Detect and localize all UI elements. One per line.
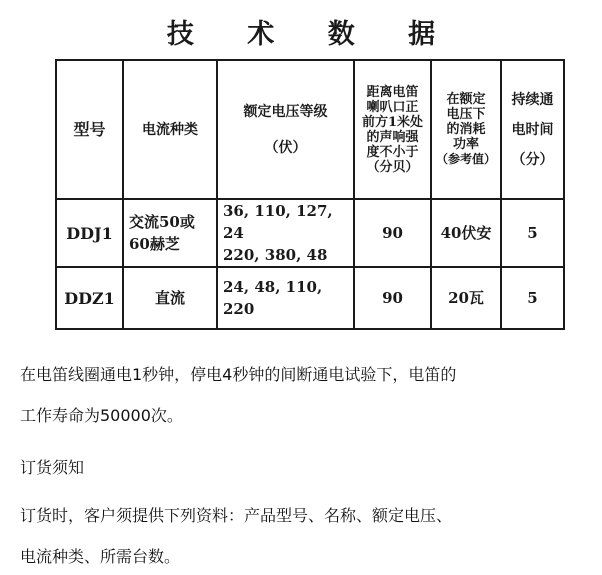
header-rated-voltage-line: （伏）: [264, 139, 307, 156]
order-notice-heading: 订货须知: [20, 458, 85, 477]
cell-power: 40伏安: [431, 199, 501, 267]
table-row: [56, 199, 564, 267]
header-sound-line: 度不小于: [366, 144, 419, 160]
paragraph-lifetime-line-2: 工作寿命为50000次。: [20, 406, 183, 425]
cell-current-type: [123, 199, 217, 267]
table-row: [56, 267, 564, 329]
header-duration-line: （分）: [511, 151, 554, 168]
cell-voltages: [217, 267, 354, 329]
cell-power: 20瓦: [431, 267, 501, 329]
header-power-line: 的消耗: [446, 122, 486, 137]
cell-sound: 90: [354, 267, 431, 329]
cell-model: DDZ1: [56, 267, 123, 329]
cell-model: DDJ1: [56, 199, 123, 267]
order-notice-line-1: 订货时，客户须提供下列资料：产品型号、名称、额定电压、: [20, 506, 453, 525]
header-current-type: 电流种类: [123, 60, 217, 199]
paragraph-lifetime-line-1: 在电笛线圈通电1秒钟，停电4秒钟的间断通电试验下，电笛的: [20, 365, 457, 384]
header-power-line: 电压下: [446, 107, 486, 122]
header-power-line: 功率: [452, 137, 479, 152]
header-rated-voltage: [217, 60, 354, 199]
header-power-line: （参考值）: [435, 152, 496, 166]
header-power-line: 在额定: [446, 92, 486, 107]
header-duration-line: 电时间: [511, 121, 554, 138]
tech-data-table: [55, 59, 565, 330]
cell-voltages-line: 220, 380, 48: [223, 246, 328, 264]
header-sound-line: 距离电笛: [366, 84, 419, 100]
header-rated-voltage-line: 额定电压等级: [243, 103, 328, 120]
header-sound-line: 的声响强: [366, 129, 419, 145]
cell-current-type-line: 直流: [154, 289, 185, 307]
cell-duration: 5: [501, 267, 564, 329]
header-duration-line: 持续通: [511, 91, 554, 108]
header-duration: [501, 60, 564, 199]
cell-current-type-line: 60赫芝: [129, 235, 180, 253]
page-title: 技 术 数 据: [166, 19, 458, 50]
cell-current-type-line: 交流50或: [129, 213, 195, 231]
header-sound-line: 前方1米处: [361, 114, 424, 130]
cell-duration: 5: [501, 199, 564, 267]
cell-voltages-line: 24, 48, 110, 220: [223, 278, 323, 318]
cell-voltages: [217, 199, 354, 267]
cell-voltages-line: 36, 110, 127, 24: [223, 202, 333, 242]
cell-current-type: [123, 267, 217, 329]
order-notice-line-2: 电流种类、所需台数。: [20, 547, 181, 566]
header-sound-line: （分贝）: [366, 159, 419, 175]
header-model: 型号: [56, 60, 123, 199]
header-sound-intensity: [354, 60, 431, 199]
cell-sound: 90: [354, 199, 431, 267]
header-power-consumption: [431, 60, 501, 199]
table-header-row: [56, 60, 564, 199]
header-sound-line: 喇叭口正: [366, 99, 419, 115]
